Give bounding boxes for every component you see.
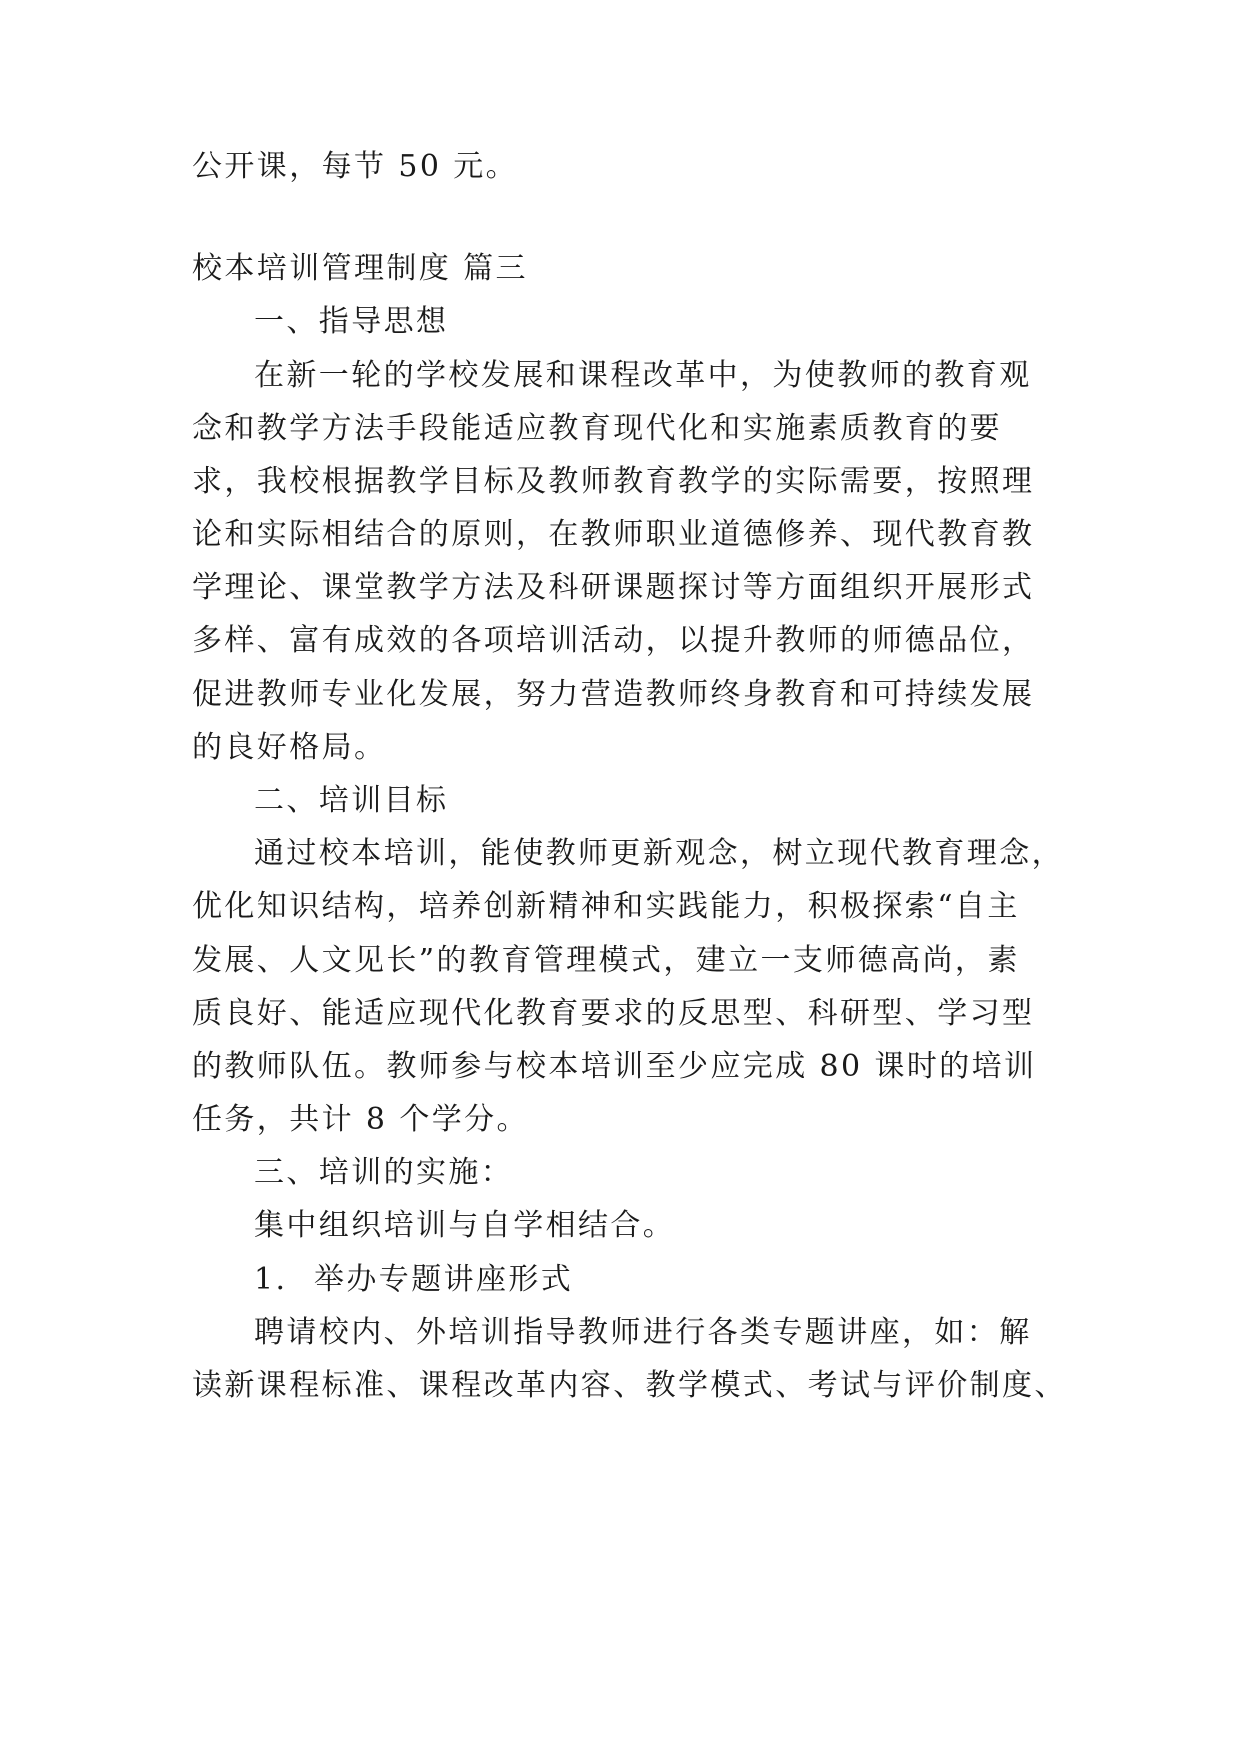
paragraph-line: 优化知识结构，培养创新精神和实践能力，积极探索“自主 (192, 889, 1020, 924)
paragraph-line: 通过校本培训，能使教师更新观念，树立现代教育理念， (254, 836, 1064, 871)
list-number: 1. (254, 1262, 288, 1297)
list-item (254, 1261, 1114, 1299)
list-item-text: 举办专题讲座形式 (314, 1262, 574, 1297)
paragraph-line: 任务，共计 8 个学分。 (192, 1102, 529, 1137)
heading-training-goals: 二、培训目标 (254, 783, 449, 818)
paragraph-line: 集中组织培训与自学相结合。 (254, 1208, 676, 1243)
heading-guiding-thought: 一、指导思想 (254, 304, 449, 339)
paragraph-line: 聘请校内、外培训指导教师进行各类专题讲座，如：解 (254, 1315, 1032, 1350)
paragraph-line: 的教师队伍。教师参与校本培训至少应完成 80 课时的培训 (192, 1049, 1037, 1084)
paragraph-line: 多样、富有成效的各项培训活动，以提升教师的师德品位， (192, 623, 1035, 658)
paragraph-line: 读新课程标准、课程改革内容、教学模式、考试与评价制度、 (192, 1368, 1067, 1403)
paragraph-line: 念和教学方法手段能适应教育现代化和实施素质教育的要 (192, 411, 1002, 446)
paragraph-line: 求，我校根据教学目标及教师教育教学的实际需要，按照理 (192, 464, 1035, 499)
paragraph-line: 学理论、课堂教学方法及科研课题探讨等方面组织开展形式 (192, 570, 1035, 605)
paragraph-line: 质良好、能适应现代化教育要求的反思型、科研型、学习型 (192, 996, 1035, 1031)
section-title: 校本培训管理制度 篇三 (192, 251, 528, 286)
paragraph-line: 促进教师专业化发展，努力营造教师终身教育和可持续发展 (192, 677, 1035, 712)
paragraph-line: 发展、人文见长”的教育管理模式，建立一支师德高尚，素 (192, 943, 1020, 978)
paragraph-line: 公开课，每节 50 元。 (192, 149, 519, 184)
paragraph-line: 的良好格局。 (192, 730, 387, 765)
heading-implementation: 三、培训的实施： (254, 1155, 514, 1190)
paragraph-line: 论和实际相结合的原则，在教师职业道德修养、现代教育教 (192, 517, 1035, 552)
paragraph-line: 在新一轮的学校发展和课程改革中，为使教师的教育观 (254, 358, 1032, 393)
